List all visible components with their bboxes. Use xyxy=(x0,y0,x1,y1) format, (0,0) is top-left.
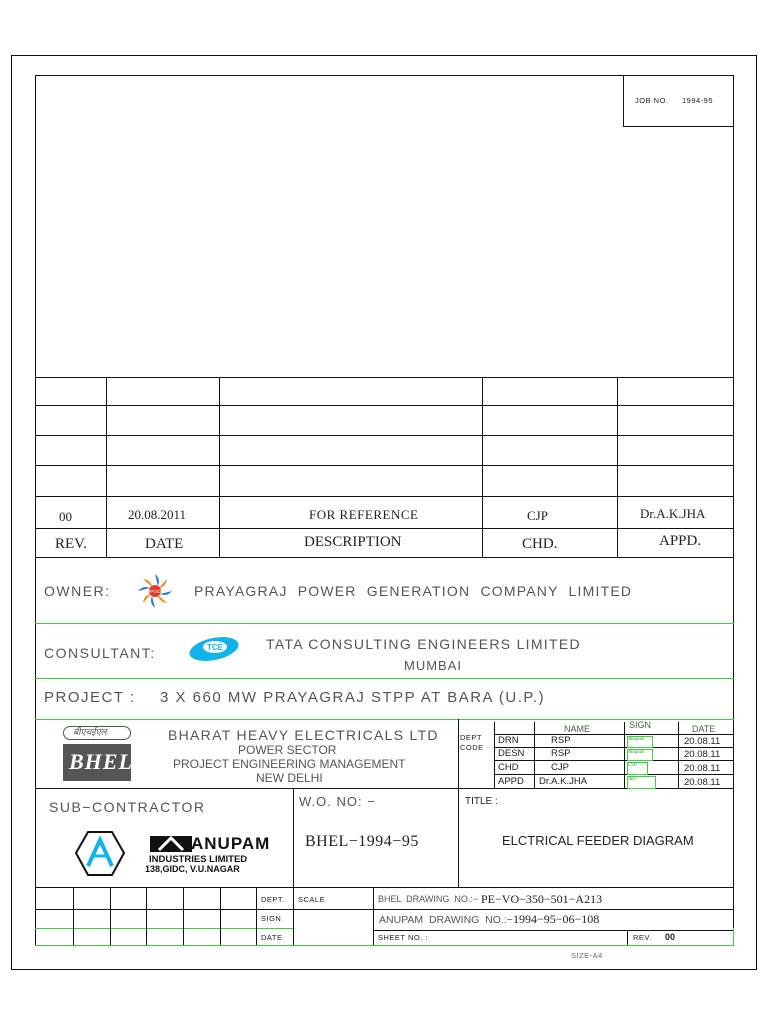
signature-mark: AKJ xyxy=(627,776,656,789)
bhel-logo xyxy=(63,726,131,782)
rev-label: REV. xyxy=(633,933,652,942)
anupam-logo-mark xyxy=(149,833,193,855)
consultant-city: MUMBAI xyxy=(404,658,462,673)
anupam-logo-text: ANUPAM xyxy=(191,834,271,853)
signoff-name: RSP xyxy=(551,748,571,759)
job-number-value: 1994-95 xyxy=(682,96,714,105)
signature-mark: Anupam xyxy=(627,736,653,748)
anupam-emblem xyxy=(74,830,126,877)
bhel-city: NEW DELHI xyxy=(256,771,323,785)
ppgcl-logo xyxy=(137,573,173,609)
signoff-sign-header: SIGN xyxy=(629,720,652,730)
revision-description-cell: FOR REFERENCE xyxy=(309,507,419,522)
title-label: TITLE : xyxy=(465,796,498,807)
bhel-name: BHARAT HEAVY ELECTRICALS LTD xyxy=(168,727,439,743)
signoff-name: CJP xyxy=(551,762,569,773)
revision-date-cell: 20.08.2011 xyxy=(128,507,187,522)
signature-mark: CJP xyxy=(627,762,648,775)
rev-value: 00 xyxy=(665,932,676,942)
revision-chd-cell: CJP xyxy=(527,508,548,523)
signoff-name: RSP xyxy=(551,735,571,746)
signature-mark: Anupam xyxy=(627,749,653,761)
subcontractor-label: SUB−CONTRACTOR xyxy=(49,799,206,815)
revision-appd-cell: Dr.A.K.JHA xyxy=(640,506,706,521)
bhel-sector: POWER SECTOR xyxy=(238,743,337,757)
signoff-date-header: DATE xyxy=(692,724,716,734)
consultant-label: CONSULTANT: xyxy=(44,645,156,661)
owner-label: OWNER: xyxy=(44,583,111,599)
revision-date-header: DATE xyxy=(145,536,184,552)
bhel-drawing-label: BHEL DRAWING NO.:− xyxy=(378,894,479,904)
signoff-date: 20.08.11 xyxy=(684,777,721,788)
revision-appd-header: APPD. xyxy=(659,533,702,549)
tce-logo xyxy=(187,634,241,664)
signoff-date: 20.08.11 xyxy=(684,736,721,747)
bhel-drawing-number: PE−VO−350−501−A213 xyxy=(481,892,603,906)
sign-label: SIGN xyxy=(261,914,282,923)
revision-chd-header: CHD. xyxy=(522,536,558,552)
bhel-logo-text: BHEL xyxy=(69,749,133,774)
dept-code-label: DEPT CODE xyxy=(460,733,484,753)
scale-label: SCALE xyxy=(298,895,326,904)
revision-rev-header: REV. xyxy=(55,536,87,552)
signoff-role: DESN xyxy=(498,748,525,759)
dept-label: DEPT. xyxy=(261,895,285,904)
signoff-role: APPD xyxy=(498,776,524,787)
owner-name: PRAYAGRAJ POWER GENERATION COMPANY LIMITED xyxy=(194,583,633,599)
wo-label: W.O. NO: − xyxy=(299,794,376,809)
subcontractor-address: 138,GIDC, V.U.NAGAR xyxy=(145,864,240,874)
bhel-logo-hindi: बीएचईएल xyxy=(73,727,107,737)
job-number-label: JOB NO. xyxy=(635,96,669,105)
anupam-drawing-label: ANUPAM DRAWING NO.:− xyxy=(379,914,513,926)
signoff-date: 20.08.11 xyxy=(684,749,721,760)
wo-number: BHEL−1994−95 xyxy=(305,833,419,850)
date-label: DATE xyxy=(261,933,283,942)
bhel-division: PROJECT ENGINEERING MANAGEMENT xyxy=(173,757,406,771)
signoff-name: Dr.A.K.JHA xyxy=(539,776,588,787)
project-label: PROJECT : xyxy=(44,689,136,706)
signoff-date: 20.08.11 xyxy=(684,763,721,774)
signoff-name-header: NAME xyxy=(564,724,591,734)
revision-rev-cell: 00 xyxy=(59,509,72,524)
tce-logo-text: TCE xyxy=(207,643,223,652)
revision-description-header: DESCRIPTION xyxy=(304,534,402,550)
paper-size-label: SIZE-A4 xyxy=(571,952,603,958)
anupam-drawing-number: 1994−95−06−108 xyxy=(513,912,600,926)
signoff-role: CHD xyxy=(498,762,519,773)
ppgcl-logo-text: PPGCL xyxy=(147,589,163,594)
signoff-role: DRN xyxy=(498,735,519,746)
sheet-number-label: SHEET NO. : xyxy=(378,933,428,942)
project-name: 3 X 660 MW PRAYAGRAJ STPP AT BARA (U.P.) xyxy=(160,689,546,706)
subcontractor-company: INDUSTRIES LIMITED xyxy=(149,854,248,865)
drawing-title: ELCTRICAL FEEDER DIAGRAM xyxy=(502,833,694,848)
consultant-name: TATA CONSULTING ENGINEERS LIMITED xyxy=(266,636,581,652)
